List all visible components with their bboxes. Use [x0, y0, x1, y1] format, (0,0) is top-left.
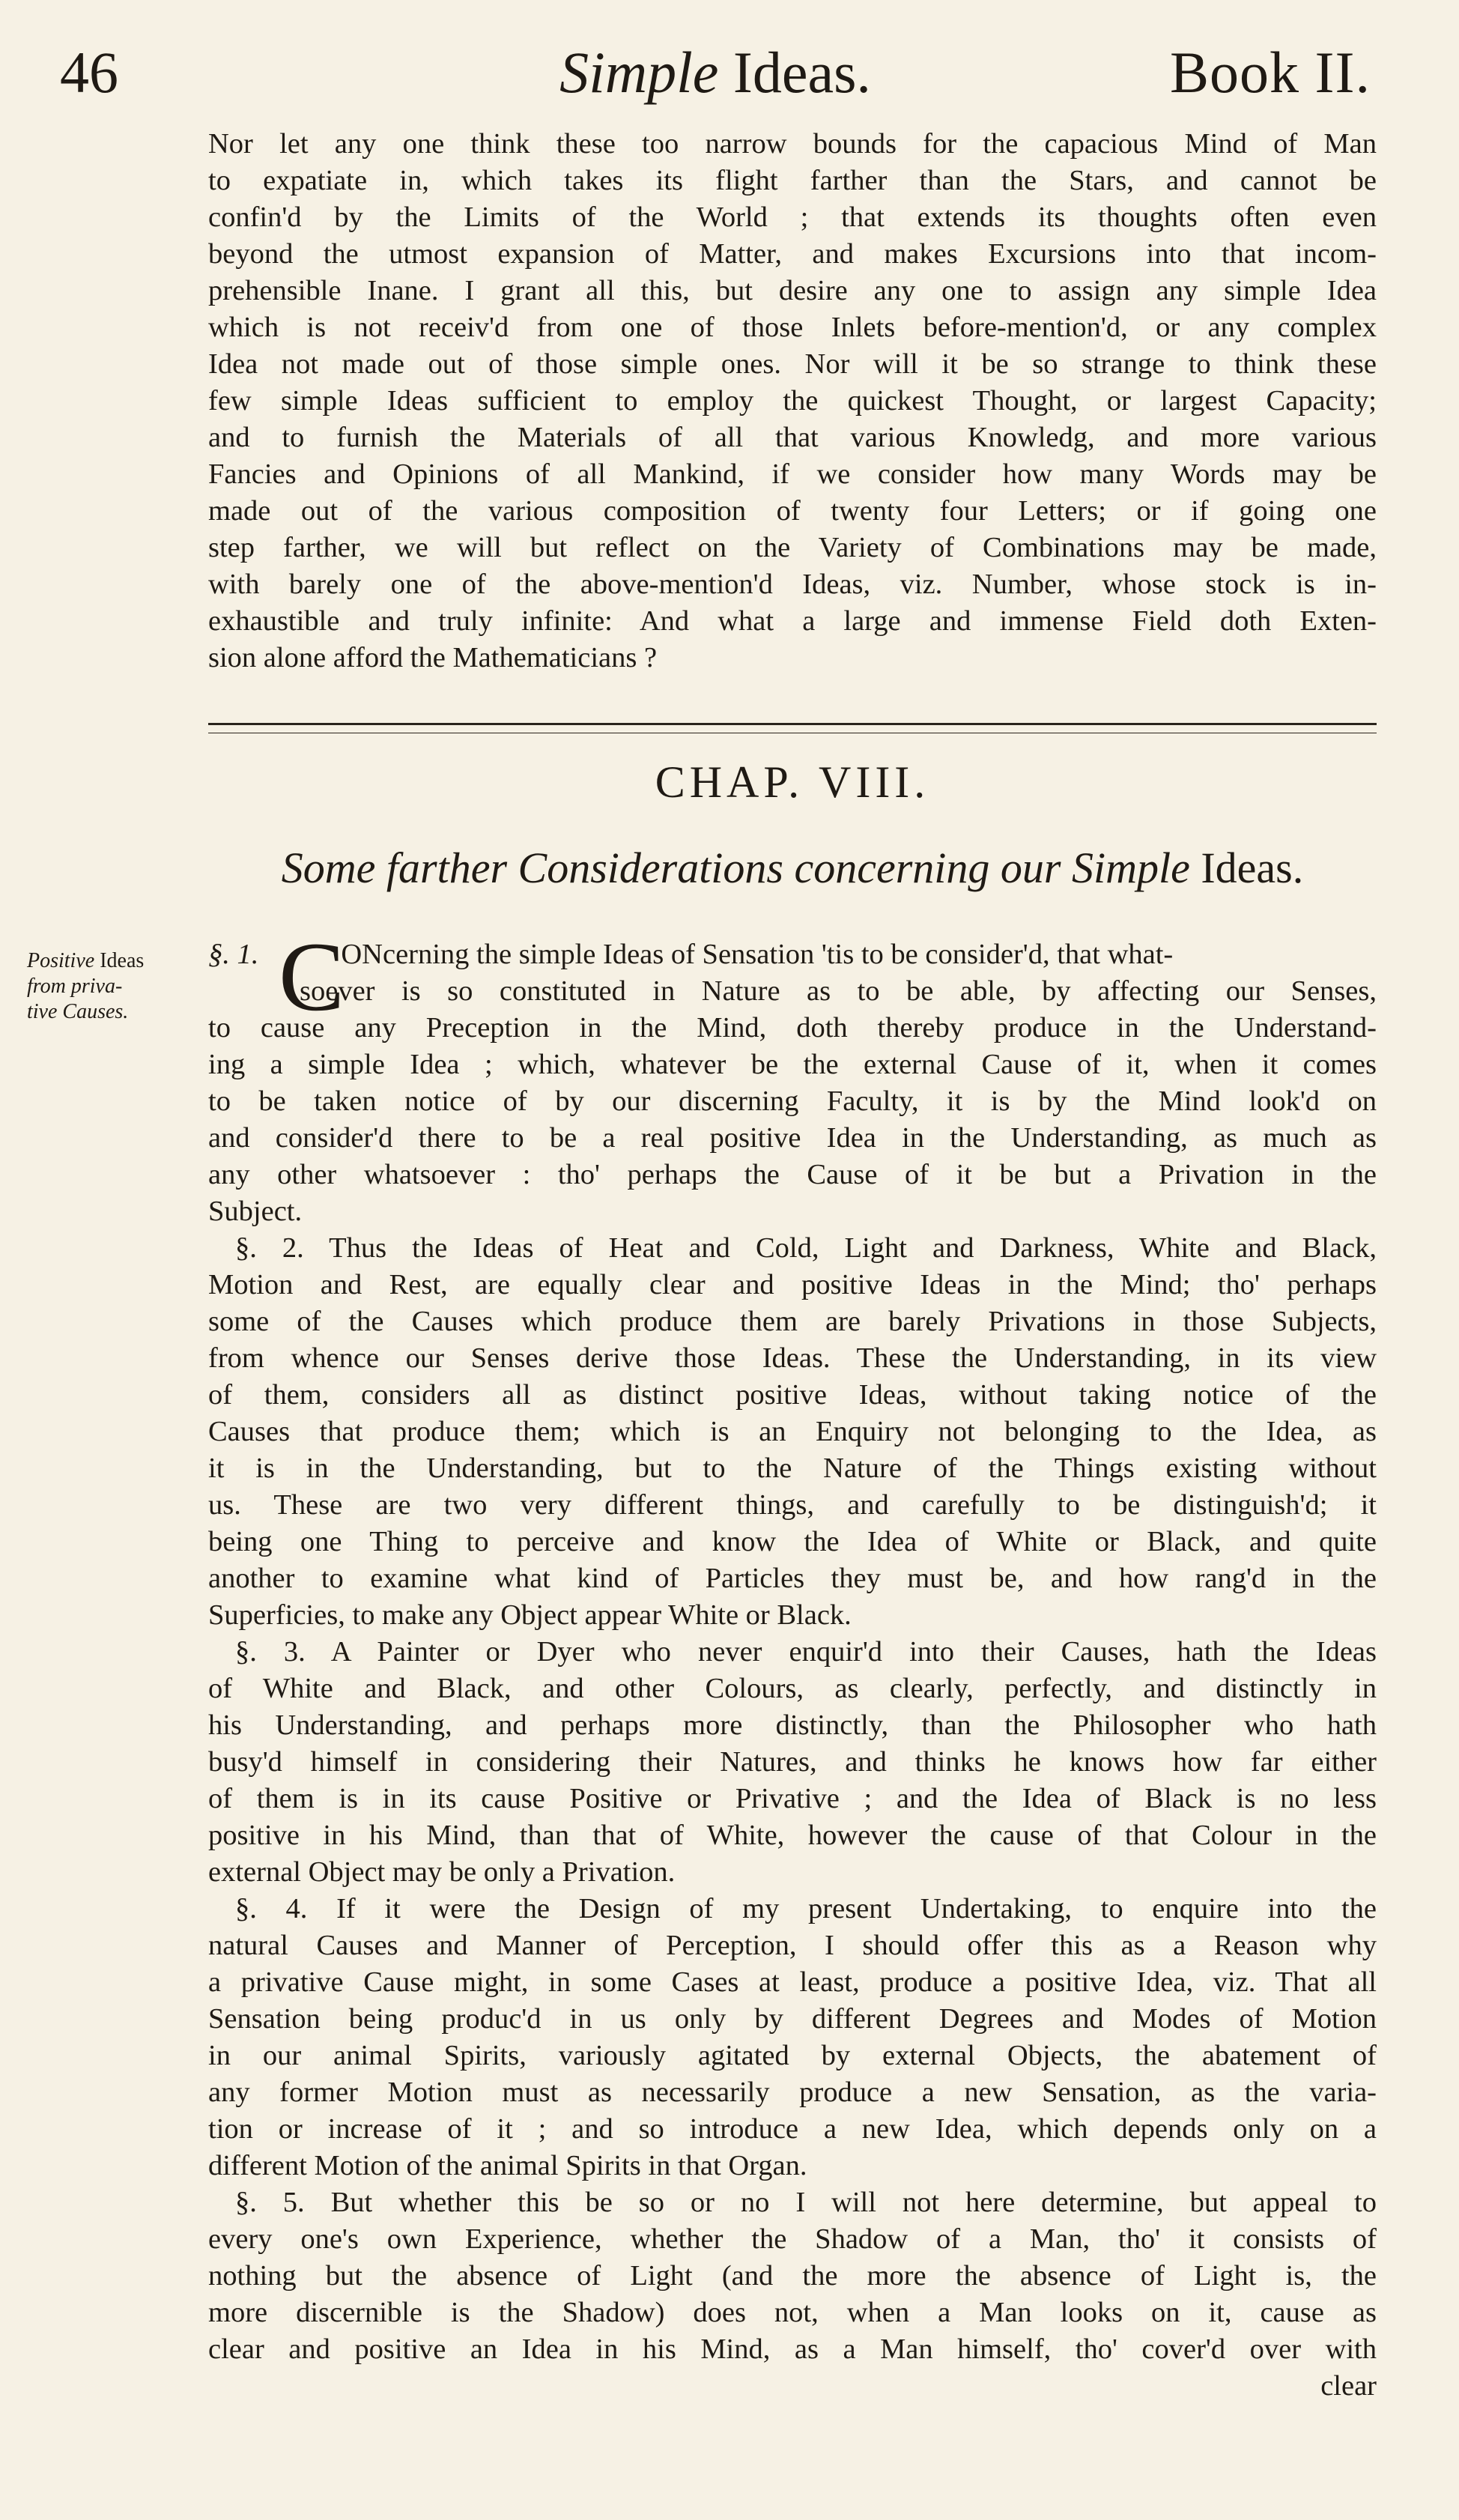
margin-note-roman: Ideas — [94, 949, 145, 972]
top-paragraph — [208, 126, 1377, 676]
text-line: §. 5. But whether this be so or no I will not here determine, but appeal to — [235, 2187, 1377, 2218]
chapter-subtitle — [208, 843, 1377, 893]
text-line: ing a simple Idea ; which, whatever be the external Cause of it, when it comes — [208, 1049, 1377, 1080]
running-title-italic: Simple — [559, 40, 719, 105]
text-line: it is in the Understanding, but to the Nature of the Things existing without — [208, 1453, 1377, 1484]
text-line: Nor let any one think these too narrow bounds for the capacious Mind of Man — [208, 128, 1377, 160]
text-line: ONcerning the simple Ideas of Sensation 'tis to be consider'd, that what- — [341, 939, 1174, 970]
text-line: Fancies and Opinions of all Mankind, if we consider how many Words may be — [208, 458, 1377, 490]
book-label: Book II. — [1170, 40, 1371, 105]
text-line: external Object may be only a Privation. — [208, 1856, 676, 1888]
running-head — [52, 39, 1378, 114]
running-title-roman: Ideas. — [718, 40, 871, 105]
section-5 — [208, 2184, 1377, 2405]
text-line: and to furnish the Materials of all that various Knowledg, and more various — [208, 422, 1377, 453]
text-line: Motion and Rest, are equally clear and positive Ideas in the Mind; tho' perhaps — [208, 1269, 1377, 1300]
text-line: and consider'd there to be a real positive Idea in the Understanding, as much as — [208, 1122, 1377, 1154]
text-line: any former Motion must as necessarily produce a new Sensation, as the varia- — [208, 2077, 1377, 2108]
margin-note-line: from priva- — [27, 975, 123, 998]
text-line: clear and positive an Idea in his Mind, as a Man himself, tho' cover'd over with — [208, 2333, 1377, 2365]
text-line: busy'd himself in considering their Natures, and thinks he knows how far either — [208, 1746, 1377, 1778]
section-1 — [208, 936, 1377, 1230]
text-line: his Understanding, and perhaps more distinctly, than the Philosopher who hath — [208, 1709, 1377, 1741]
text-line: to cause any Preception in the Mind, doth thereby produce in the Understand- — [208, 1012, 1377, 1044]
text-line: nothing but the absence of Light (and the more the absence of Light is, the — [208, 2260, 1377, 2292]
section-1-first-line — [208, 936, 1377, 973]
text-line: Subject. — [208, 1196, 303, 1227]
text-line: Causes that produce them; which is an Enquiry not belonging to the Idea, as — [208, 1416, 1377, 1447]
text-line: exhaustible and truly infinite: And what a large and immense Field doth Exten- — [208, 605, 1377, 637]
text-line: to be taken notice of by our discerning Faculty, it is by the Mind look'd on — [208, 1085, 1377, 1117]
text-line: §. 3. A Painter or Dyer who never enquir'd into their Causes, hath the Ideas — [235, 1636, 1377, 1668]
text-line: of them, considers all as distinct positive Ideas, without taking notice of the — [208, 1379, 1377, 1411]
text-line: step farther, we will but reflect on the Variety of Combinations may be made, — [208, 532, 1377, 563]
text-line: Superficies, to make any Object appear White or Black. — [208, 1599, 852, 1631]
text-line: tion or increase of it ; and so introduce a new Idea, which depends only on a — [208, 2113, 1377, 2145]
margin-note-line: tive Causes. — [27, 1000, 129, 1023]
text-line: another to examine what kind of Particles they must be, and how rang'd in the — [208, 1563, 1377, 1594]
text-line: from whence our Senses derive those Ideas. These the Understanding, in its view — [208, 1342, 1377, 1374]
text-line: Idea not made out of those simple ones. Nor will it be so strange to think these — [208, 348, 1377, 380]
text-line: more discernible is the Shadow) does not, when a Man looks on it, cause as — [208, 2297, 1377, 2328]
chapter-subtitle-italic: Some farther Considerations concerning our Simple — [281, 843, 1190, 892]
catchword: clear — [1320, 2370, 1377, 2402]
margin-note — [27, 948, 207, 1025]
section-mark: §. 1. — [208, 939, 259, 970]
text-line: of White and Black, and other Colours, as clearly, perfectly, and distinctly in — [208, 1673, 1377, 1704]
text-line: with barely one of the above-mention'd Ideas, viz. Number, whose stock is in- — [208, 569, 1377, 600]
section-3 — [208, 1634, 1377, 1891]
drop-cap: C — [279, 921, 345, 1032]
text-line: a privative Cause might, in some Cases at least, produce a positive Idea, viz. That all — [208, 1966, 1377, 1998]
text-line: positive in his Mind, than that of White, however the cause of that Colour in the — [208, 1820, 1377, 1851]
text-line: §. 2. Thus the Ideas of Heat and Cold, Light and Darkness, White and Black, — [235, 1232, 1377, 1264]
text-line: to expatiate in, which takes its flight farther than the Stars, and cannot be — [208, 165, 1377, 196]
text-line: confin'd by the Limits of the World ; that extends its thoughts often even — [208, 202, 1377, 233]
text-line: which is not receiv'd from one of those Inlets before-mention'd, or any complex — [208, 312, 1377, 343]
section-4 — [208, 1891, 1377, 2184]
text-line: prehensible Inane. I grant all this, but desire any one to assign any simple Idea — [208, 275, 1377, 306]
text-line: natural Causes and Manner of Perception, I should offer this as a Reason why — [208, 1930, 1377, 1961]
text-line: beyond the utmost expansion of Matter, and makes Excursions into that incom- — [208, 238, 1377, 270]
text-line: sion alone afford the Mathematicians ? — [208, 642, 658, 673]
text-line: of them is in its cause Positive or Privative ; and the Idea of Black is no less — [208, 1783, 1377, 1814]
page-number: 46 — [60, 40, 118, 105]
chapter-heading: CHAP. VIII. — [655, 757, 930, 807]
margin-note-italic: Positive — [27, 949, 95, 972]
text-line: any other whatsoever : tho' perhaps the Cause of it be but a Privation in the — [208, 1159, 1377, 1190]
text-line: made out of the various composition of twenty four Letters; or if going one — [208, 495, 1377, 527]
section-2 — [208, 1230, 1377, 1634]
text-line: soever is so constituted in Nature as to be able, by affecting our Senses, — [300, 975, 1377, 1007]
text-line: few simple Ideas sufficient to employ the quickest Thought, or largest Capacity; — [208, 385, 1377, 417]
chapter-divider — [208, 723, 1377, 733]
text-line: in our animal Spirits, variously agitated by external Objects, the abatement of — [208, 2040, 1377, 2071]
text-line: Sensation being produc'd in us only by different Degrees and Modes of Motion — [208, 2003, 1377, 2035]
text-line: every one's own Experience, whether the Shadow of a Man, tho' it consists of — [208, 2223, 1377, 2255]
text-line: §. 4. If it were the Design of my present Undertaking, to enquire into the — [235, 1893, 1377, 1924]
chapter-subtitle-roman: Ideas. — [1189, 843, 1304, 892]
text-line: us. These are two very different things, and carefully to be distinguish'd; it — [208, 1489, 1377, 1521]
text-line: some of the Causes which produce them are barely Privations in those Subjects, — [208, 1306, 1377, 1337]
text-line: different Motion of the animal Spirits in that Organ. — [208, 2150, 807, 2181]
text-line: being one Thing to perceive and know the Idea of White or Black, and quite — [208, 1526, 1377, 1557]
